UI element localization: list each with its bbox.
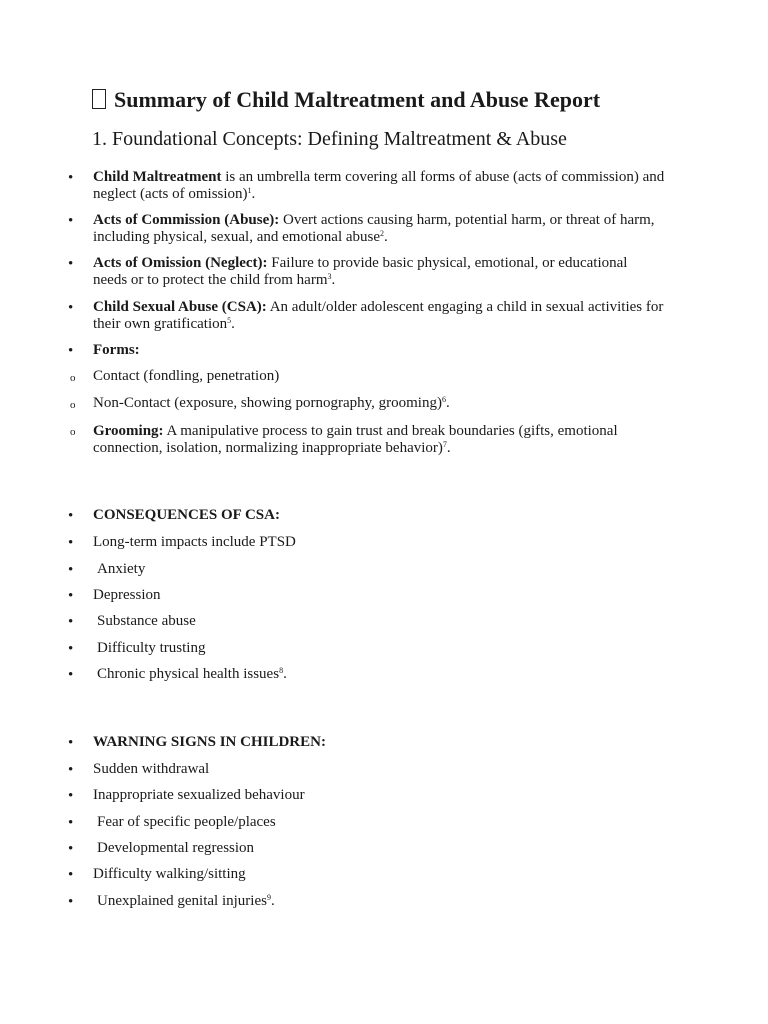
bullet-icon xyxy=(68,562,73,579)
bullet-icon xyxy=(68,508,73,525)
warning-item: Fear of specific people/places xyxy=(97,814,276,830)
bullet-icon xyxy=(68,667,73,684)
circle-bullet-icon: o xyxy=(70,426,76,438)
punctuation: . xyxy=(231,316,235,332)
item-text: Overt actions causing harm, potential harm, or threat of harm, including physical, sexual, and emotional abuse xyxy=(93,212,655,245)
footnote-ref: 6 xyxy=(441,395,446,404)
bullet-icon xyxy=(68,735,73,752)
bullet-icon xyxy=(68,841,73,858)
warning-item: Sudden withdrawal xyxy=(93,761,210,777)
term-label: Forms: xyxy=(93,342,140,358)
bullet-icon xyxy=(68,256,73,273)
circle-bullet-icon: o xyxy=(70,399,76,411)
list-item-acts-of-omission xyxy=(93,255,653,289)
bullet-icon xyxy=(68,213,73,230)
warning-signs-heading xyxy=(93,734,683,751)
term-label: Child Sexual Abuse (CSA): xyxy=(93,299,267,315)
item-text: Failure to provide basic physical, emotional, or educational needs or to protect the child from harm xyxy=(93,255,628,288)
punctuation: . xyxy=(445,395,450,411)
term-label: Acts of Commission (Abuse): xyxy=(93,212,280,228)
sub-item-non-contact xyxy=(93,395,683,412)
bullet-icon xyxy=(68,867,73,884)
footnote-ref: 3 xyxy=(327,272,332,281)
footnote-ref: 9 xyxy=(266,893,271,902)
consequence-item: Substance abuse xyxy=(97,613,196,629)
list-item-child-sexual-abuse xyxy=(93,299,683,333)
consequence-item xyxy=(93,666,687,683)
bullet-icon xyxy=(68,641,73,658)
consequence-item: Anxiety xyxy=(97,561,146,577)
punctuation: . xyxy=(384,229,388,245)
bullet-icon xyxy=(68,788,73,805)
sub-item-grooming xyxy=(93,423,653,457)
bullet-icon xyxy=(68,300,73,317)
consequence-item: Depression xyxy=(93,587,161,603)
footnote-ref: 7 xyxy=(442,440,447,449)
warning-item xyxy=(93,893,687,910)
footnote-ref: 5 xyxy=(227,316,232,325)
bullet-icon xyxy=(68,762,73,779)
item-text: is an umbrella term covering all forms of abuse (acts of commission) and neglect (acts of omission) xyxy=(93,169,665,202)
item-text: Chronic physical health issues xyxy=(97,666,280,682)
punctuation: . xyxy=(446,440,451,456)
item-text: Non-Contact (exposure, showing pornography, grooming) xyxy=(93,395,442,411)
footnote-ref: 1 xyxy=(247,186,252,195)
warning-item: Difficulty walking/sitting xyxy=(93,866,246,882)
bullet-icon xyxy=(68,815,73,832)
consequence-item: Difficulty trusting xyxy=(97,640,206,656)
punctuation: . xyxy=(251,186,256,202)
consequence-item: Long-term impacts include PTSD xyxy=(93,534,296,550)
list-item-acts-of-commission xyxy=(93,212,683,246)
document-title xyxy=(92,86,600,114)
warning-item: Inappropriate sexualized behaviour xyxy=(93,787,305,803)
punctuation: . xyxy=(270,893,275,909)
bullet-icon xyxy=(68,588,73,605)
consequences-heading xyxy=(93,507,683,524)
term-label: Acts of Omission (Neglect): xyxy=(93,255,268,271)
heading-text: WARNING SIGNS IN CHILDREN: xyxy=(93,734,326,750)
warning-item: Developmental regression xyxy=(97,840,255,856)
bullet-icon xyxy=(68,614,73,631)
term-label: Grooming: xyxy=(93,423,164,439)
footnote-ref: 2 xyxy=(380,229,385,238)
bullet-icon xyxy=(68,894,73,911)
item-text: Unexplained genital injuries xyxy=(97,893,267,909)
item-text: A manipulative process to gain trust and break boundaries (gifts, emotional connection, isolation, normalizing inappropriate behavior) xyxy=(93,423,618,456)
bullet-icon xyxy=(68,170,73,187)
bullet-icon xyxy=(68,343,73,360)
item-text: Contact (fondling, penetration) xyxy=(93,368,280,384)
circle-bullet-icon: o xyxy=(70,372,76,384)
missing-glyph-icon xyxy=(92,89,106,109)
heading-text: CONSEQUENCES OF CSA: xyxy=(93,507,280,523)
punctuation: . xyxy=(283,666,287,682)
list-item-child-maltreatment xyxy=(93,169,683,203)
term-label: Child Maltreatment xyxy=(93,169,222,185)
document-title-text: Summary of Child Maltreatment and Abuse Report xyxy=(114,87,601,112)
punctuation: . xyxy=(331,272,336,288)
bullet-icon xyxy=(68,535,73,552)
item-text: An adult/older adolescent engaging a child in sexual activities for their own gratification xyxy=(93,299,664,332)
sub-item-contact xyxy=(93,368,683,385)
footnote-ref: 8 xyxy=(279,666,284,675)
list-item-forms xyxy=(93,342,683,359)
section-heading-foundational-concepts: 1. Foundational Concepts: Defining Maltreatment & Abuse xyxy=(92,128,567,150)
